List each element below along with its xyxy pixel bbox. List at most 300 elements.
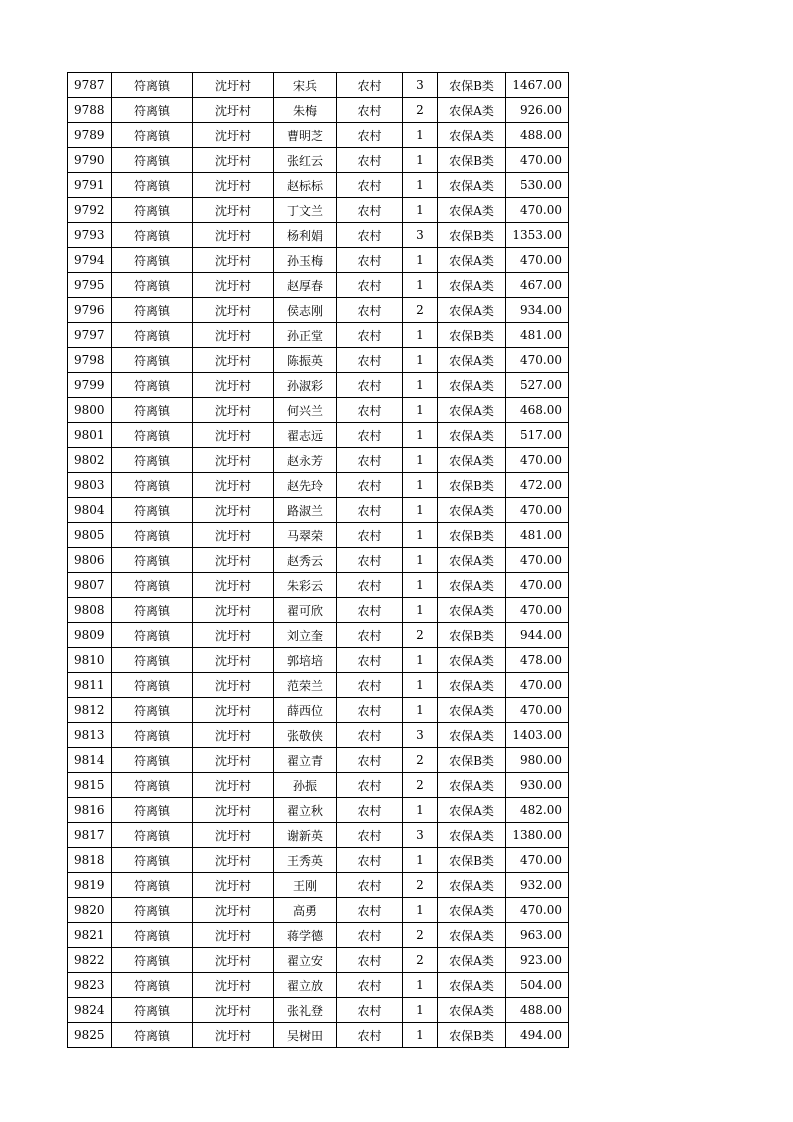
row-number-cell: 9819 — [68, 873, 112, 898]
village-cell: 沈圩村 — [193, 298, 274, 323]
name-cell: 翟立秋 — [274, 798, 337, 823]
category-cell: 农保A类 — [438, 548, 506, 573]
row-number-cell: 9790 — [68, 148, 112, 173]
name-cell: 赵秀云 — [274, 548, 337, 573]
town-cell: 符离镇 — [112, 473, 193, 498]
village-cell: 沈圩村 — [193, 373, 274, 398]
amount-cell: 481.00 — [506, 323, 569, 348]
table-row — [68, 473, 569, 498]
town-cell: 符离镇 — [112, 748, 193, 773]
town-cell: 符离镇 — [112, 248, 193, 273]
amount-cell: 470.00 — [506, 898, 569, 923]
village-cell: 沈圩村 — [193, 348, 274, 373]
row-number-cell: 9807 — [68, 573, 112, 598]
amount-cell: 494.00 — [506, 1023, 569, 1048]
town-cell: 符离镇 — [112, 698, 193, 723]
household-size-cell: 1 — [403, 598, 438, 623]
category-cell: 农保A类 — [438, 298, 506, 323]
area-type-cell: 农村 — [337, 473, 403, 498]
household-size-cell: 2 — [403, 923, 438, 948]
category-cell: 农保B类 — [438, 223, 506, 248]
village-cell: 沈圩村 — [193, 73, 274, 98]
town-cell: 符离镇 — [112, 98, 193, 123]
area-type-cell: 农村 — [337, 998, 403, 1023]
town-cell: 符离镇 — [112, 873, 193, 898]
category-cell: 农保B类 — [438, 748, 506, 773]
category-cell: 农保A类 — [438, 773, 506, 798]
village-cell: 沈圩村 — [193, 973, 274, 998]
table-row — [68, 423, 569, 448]
town-cell: 符离镇 — [112, 198, 193, 223]
row-number-cell: 9792 — [68, 198, 112, 223]
household-size-cell: 1 — [403, 898, 438, 923]
village-cell: 沈圩村 — [193, 898, 274, 923]
row-number-cell: 9810 — [68, 648, 112, 673]
amount-cell: 488.00 — [506, 123, 569, 148]
village-cell: 沈圩村 — [193, 573, 274, 598]
amount-cell: 517.00 — [506, 423, 569, 448]
amount-cell: 467.00 — [506, 273, 569, 298]
category-cell: 农保A类 — [438, 598, 506, 623]
table-row — [68, 448, 569, 473]
town-cell: 符离镇 — [112, 423, 193, 448]
row-number-cell: 9797 — [68, 323, 112, 348]
household-size-cell: 1 — [403, 998, 438, 1023]
name-cell: 翟立放 — [274, 973, 337, 998]
village-cell: 沈圩村 — [193, 398, 274, 423]
table-row — [68, 723, 569, 748]
household-size-cell: 2 — [403, 298, 438, 323]
name-cell: 孙玉梅 — [274, 248, 337, 273]
household-size-cell: 3 — [403, 723, 438, 748]
row-number-cell: 9806 — [68, 548, 112, 573]
table-row — [68, 223, 569, 248]
category-cell: 农保A类 — [438, 198, 506, 223]
household-size-cell: 1 — [403, 123, 438, 148]
area-type-cell: 农村 — [337, 723, 403, 748]
category-cell: 农保B类 — [438, 848, 506, 873]
household-size-cell: 2 — [403, 98, 438, 123]
category-cell: 农保A类 — [438, 448, 506, 473]
row-number-cell: 9816 — [68, 798, 112, 823]
name-cell: 刘立奎 — [274, 623, 337, 648]
row-number-cell: 9795 — [68, 273, 112, 298]
area-type-cell: 农村 — [337, 348, 403, 373]
name-cell: 吴树田 — [274, 1023, 337, 1048]
name-cell: 翟志远 — [274, 423, 337, 448]
village-cell: 沈圩村 — [193, 448, 274, 473]
area-type-cell: 农村 — [337, 798, 403, 823]
name-cell: 张红云 — [274, 148, 337, 173]
area-type-cell: 农村 — [337, 1023, 403, 1048]
amount-cell: 1380.00 — [506, 823, 569, 848]
table-row — [68, 973, 569, 998]
household-size-cell: 1 — [403, 273, 438, 298]
name-cell: 谢新英 — [274, 823, 337, 848]
amount-cell: 470.00 — [506, 673, 569, 698]
town-cell: 符离镇 — [112, 898, 193, 923]
area-type-cell: 农村 — [337, 98, 403, 123]
row-number-cell: 9798 — [68, 348, 112, 373]
category-cell: 农保A类 — [438, 723, 506, 748]
table-row — [68, 1023, 569, 1048]
village-cell: 沈圩村 — [193, 598, 274, 623]
village-cell: 沈圩村 — [193, 323, 274, 348]
household-size-cell: 1 — [403, 498, 438, 523]
category-cell: 农保B类 — [438, 148, 506, 173]
table-row — [68, 373, 569, 398]
town-cell: 符离镇 — [112, 448, 193, 473]
name-cell: 翟立安 — [274, 948, 337, 973]
table-row — [68, 548, 569, 573]
category-cell: 农保A类 — [438, 98, 506, 123]
household-size-cell: 1 — [403, 673, 438, 698]
area-type-cell: 农村 — [337, 923, 403, 948]
row-number-cell: 9811 — [68, 673, 112, 698]
area-type-cell: 农村 — [337, 598, 403, 623]
amount-cell: 930.00 — [506, 773, 569, 798]
village-cell: 沈圩村 — [193, 248, 274, 273]
household-size-cell: 1 — [403, 323, 438, 348]
row-number-cell: 9801 — [68, 423, 112, 448]
area-type-cell: 农村 — [337, 123, 403, 148]
category-cell: 农保A类 — [438, 948, 506, 973]
household-size-cell: 1 — [403, 348, 438, 373]
village-cell: 沈圩村 — [193, 623, 274, 648]
town-cell: 符离镇 — [112, 973, 193, 998]
name-cell: 赵厚春 — [274, 273, 337, 298]
row-number-cell: 9814 — [68, 748, 112, 773]
village-cell: 沈圩村 — [193, 748, 274, 773]
category-cell: 农保A类 — [438, 998, 506, 1023]
household-size-cell: 1 — [403, 798, 438, 823]
area-type-cell: 农村 — [337, 173, 403, 198]
table-row — [68, 623, 569, 648]
amount-cell: 1403.00 — [506, 723, 569, 748]
row-number-cell: 9805 — [68, 523, 112, 548]
amount-cell: 944.00 — [506, 623, 569, 648]
row-number-cell: 9791 — [68, 173, 112, 198]
table-row — [68, 673, 569, 698]
household-size-cell: 3 — [403, 73, 438, 98]
town-cell: 符离镇 — [112, 673, 193, 698]
town-cell: 符离镇 — [112, 548, 193, 573]
village-cell: 沈圩村 — [193, 873, 274, 898]
category-cell: 农保A类 — [438, 498, 506, 523]
name-cell: 路淑兰 — [274, 498, 337, 523]
row-number-cell: 9799 — [68, 373, 112, 398]
town-cell: 符离镇 — [112, 598, 193, 623]
town-cell: 符离镇 — [112, 498, 193, 523]
table-row — [68, 348, 569, 373]
area-type-cell: 农村 — [337, 948, 403, 973]
name-cell: 张礼登 — [274, 998, 337, 1023]
name-cell: 陈振英 — [274, 348, 337, 373]
village-cell: 沈圩村 — [193, 223, 274, 248]
village-cell: 沈圩村 — [193, 998, 274, 1023]
amount-cell: 470.00 — [506, 348, 569, 373]
area-type-cell: 农村 — [337, 548, 403, 573]
town-cell: 符离镇 — [112, 723, 193, 748]
household-size-cell: 2 — [403, 748, 438, 773]
category-cell: 农保A类 — [438, 248, 506, 273]
table-row — [68, 998, 569, 1023]
town-cell: 符离镇 — [112, 298, 193, 323]
name-cell: 丁文兰 — [274, 198, 337, 223]
row-number-cell: 9793 — [68, 223, 112, 248]
town-cell: 符离镇 — [112, 798, 193, 823]
row-number-cell: 9803 — [68, 473, 112, 498]
table-row — [68, 273, 569, 298]
amount-cell: 1353.00 — [506, 223, 569, 248]
village-cell: 沈圩村 — [193, 648, 274, 673]
table-row — [68, 498, 569, 523]
row-number-cell: 9813 — [68, 723, 112, 748]
amount-cell: 530.00 — [506, 173, 569, 198]
town-cell: 符离镇 — [112, 73, 193, 98]
village-cell: 沈圩村 — [193, 698, 274, 723]
amount-cell: 1467.00 — [506, 73, 569, 98]
table-row — [68, 648, 569, 673]
category-cell: 农保A类 — [438, 798, 506, 823]
household-size-cell: 1 — [403, 423, 438, 448]
table-row — [68, 698, 569, 723]
area-type-cell: 农村 — [337, 823, 403, 848]
table-row — [68, 573, 569, 598]
table-body — [68, 73, 569, 1048]
village-cell: 沈圩村 — [193, 98, 274, 123]
area-type-cell: 农村 — [337, 748, 403, 773]
area-type-cell: 农村 — [337, 223, 403, 248]
amount-cell: 527.00 — [506, 373, 569, 398]
amount-cell: 470.00 — [506, 698, 569, 723]
amount-cell: 934.00 — [506, 298, 569, 323]
area-type-cell: 农村 — [337, 198, 403, 223]
amount-cell: 926.00 — [506, 98, 569, 123]
town-cell: 符离镇 — [112, 823, 193, 848]
area-type-cell: 农村 — [337, 848, 403, 873]
amount-cell: 932.00 — [506, 873, 569, 898]
village-cell: 沈圩村 — [193, 123, 274, 148]
name-cell: 翟立青 — [274, 748, 337, 773]
row-number-cell: 9796 — [68, 298, 112, 323]
village-cell: 沈圩村 — [193, 1023, 274, 1048]
household-size-cell: 1 — [403, 148, 438, 173]
area-type-cell: 农村 — [337, 148, 403, 173]
village-cell: 沈圩村 — [193, 198, 274, 223]
area-type-cell: 农村 — [337, 398, 403, 423]
area-type-cell: 农村 — [337, 273, 403, 298]
table-row — [68, 923, 569, 948]
area-type-cell: 农村 — [337, 873, 403, 898]
category-cell: 农保B类 — [438, 73, 506, 98]
name-cell: 郭培培 — [274, 648, 337, 673]
row-number-cell: 9817 — [68, 823, 112, 848]
table-row — [68, 848, 569, 873]
household-size-cell: 1 — [403, 1023, 438, 1048]
amount-cell: 504.00 — [506, 973, 569, 998]
name-cell: 翟可欣 — [274, 598, 337, 623]
town-cell: 符离镇 — [112, 648, 193, 673]
area-type-cell: 农村 — [337, 648, 403, 673]
table-row — [68, 823, 569, 848]
village-cell: 沈圩村 — [193, 723, 274, 748]
amount-cell: 470.00 — [506, 548, 569, 573]
town-cell: 符离镇 — [112, 573, 193, 598]
name-cell: 宋兵 — [274, 73, 337, 98]
name-cell: 王秀英 — [274, 848, 337, 873]
amount-cell: 488.00 — [506, 998, 569, 1023]
row-number-cell: 9820 — [68, 898, 112, 923]
village-cell: 沈圩村 — [193, 548, 274, 573]
household-size-cell: 1 — [403, 198, 438, 223]
household-size-cell: 1 — [403, 398, 438, 423]
amount-cell: 963.00 — [506, 923, 569, 948]
household-size-cell: 1 — [403, 248, 438, 273]
amount-cell: 468.00 — [506, 398, 569, 423]
row-number-cell: 9821 — [68, 923, 112, 948]
village-cell: 沈圩村 — [193, 423, 274, 448]
table-row — [68, 323, 569, 348]
area-type-cell: 农村 — [337, 623, 403, 648]
name-cell: 蒋学德 — [274, 923, 337, 948]
row-number-cell: 9823 — [68, 973, 112, 998]
table-row — [68, 148, 569, 173]
household-size-cell: 1 — [403, 448, 438, 473]
amount-cell: 980.00 — [506, 748, 569, 773]
row-number-cell: 9789 — [68, 123, 112, 148]
category-cell: 农保A类 — [438, 698, 506, 723]
village-cell: 沈圩村 — [193, 823, 274, 848]
amount-cell: 478.00 — [506, 648, 569, 673]
name-cell: 朱梅 — [274, 98, 337, 123]
village-cell: 沈圩村 — [193, 848, 274, 873]
row-number-cell: 9815 — [68, 773, 112, 798]
name-cell: 侯志刚 — [274, 298, 337, 323]
name-cell: 薛西位 — [274, 698, 337, 723]
row-number-cell: 9818 — [68, 848, 112, 873]
data-table — [67, 72, 569, 1048]
area-type-cell: 农村 — [337, 573, 403, 598]
category-cell: 农保A类 — [438, 123, 506, 148]
row-number-cell: 9822 — [68, 948, 112, 973]
category-cell: 农保A类 — [438, 673, 506, 698]
village-cell: 沈圩村 — [193, 473, 274, 498]
row-number-cell: 9802 — [68, 448, 112, 473]
household-size-cell: 1 — [403, 698, 438, 723]
name-cell: 杨利娟 — [274, 223, 337, 248]
table-row — [68, 298, 569, 323]
category-cell: 农保A类 — [438, 973, 506, 998]
amount-cell: 470.00 — [506, 148, 569, 173]
row-number-cell: 9800 — [68, 398, 112, 423]
area-type-cell: 农村 — [337, 773, 403, 798]
area-type-cell: 农村 — [337, 423, 403, 448]
village-cell: 沈圩村 — [193, 798, 274, 823]
town-cell: 符离镇 — [112, 1023, 193, 1048]
area-type-cell: 农村 — [337, 73, 403, 98]
amount-cell: 923.00 — [506, 948, 569, 973]
category-cell: 农保A类 — [438, 398, 506, 423]
name-cell: 赵永芳 — [274, 448, 337, 473]
household-size-cell: 1 — [403, 973, 438, 998]
category-cell: 农保A类 — [438, 373, 506, 398]
category-cell: 农保A类 — [438, 923, 506, 948]
town-cell: 符离镇 — [112, 948, 193, 973]
household-size-cell: 2 — [403, 623, 438, 648]
area-type-cell: 农村 — [337, 298, 403, 323]
town-cell: 符离镇 — [112, 523, 193, 548]
table-row — [68, 898, 569, 923]
name-cell: 孙正堂 — [274, 323, 337, 348]
table-row — [68, 798, 569, 823]
town-cell: 符离镇 — [112, 623, 193, 648]
amount-cell: 470.00 — [506, 598, 569, 623]
amount-cell: 481.00 — [506, 523, 569, 548]
village-cell: 沈圩村 — [193, 148, 274, 173]
household-size-cell: 1 — [403, 473, 438, 498]
household-size-cell: 1 — [403, 373, 438, 398]
town-cell: 符离镇 — [112, 323, 193, 348]
category-cell: 农保B类 — [438, 323, 506, 348]
village-cell: 沈圩村 — [193, 498, 274, 523]
village-cell: 沈圩村 — [193, 273, 274, 298]
category-cell: 农保A类 — [438, 423, 506, 448]
name-cell: 曹明芝 — [274, 123, 337, 148]
area-type-cell: 农村 — [337, 673, 403, 698]
amount-cell: 470.00 — [506, 573, 569, 598]
area-type-cell: 农村 — [337, 898, 403, 923]
name-cell: 范荣兰 — [274, 673, 337, 698]
table-row — [68, 523, 569, 548]
category-cell: 农保B类 — [438, 1023, 506, 1048]
town-cell: 符离镇 — [112, 223, 193, 248]
area-type-cell: 农村 — [337, 323, 403, 348]
village-cell: 沈圩村 — [193, 173, 274, 198]
area-type-cell: 农村 — [337, 973, 403, 998]
name-cell: 赵先玲 — [274, 473, 337, 498]
area-type-cell: 农村 — [337, 698, 403, 723]
area-type-cell: 农村 — [337, 523, 403, 548]
category-cell: 农保A类 — [438, 873, 506, 898]
category-cell: 农保A类 — [438, 648, 506, 673]
village-cell: 沈圩村 — [193, 923, 274, 948]
table-row — [68, 873, 569, 898]
name-cell: 孙淑彩 — [274, 373, 337, 398]
amount-cell: 470.00 — [506, 498, 569, 523]
amount-cell: 470.00 — [506, 448, 569, 473]
category-cell: 农保B类 — [438, 623, 506, 648]
category-cell: 农保B类 — [438, 473, 506, 498]
town-cell: 符离镇 — [112, 773, 193, 798]
village-cell: 沈圩村 — [193, 673, 274, 698]
category-cell: 农保A类 — [438, 173, 506, 198]
village-cell: 沈圩村 — [193, 948, 274, 973]
category-cell: 农保B类 — [438, 523, 506, 548]
household-size-cell: 1 — [403, 173, 438, 198]
town-cell: 符离镇 — [112, 848, 193, 873]
name-cell: 张敬侠 — [274, 723, 337, 748]
town-cell: 符离镇 — [112, 348, 193, 373]
row-number-cell: 9812 — [68, 698, 112, 723]
table-row — [68, 173, 569, 198]
row-number-cell: 9787 — [68, 73, 112, 98]
household-size-cell: 2 — [403, 773, 438, 798]
table-row — [68, 398, 569, 423]
town-cell: 符离镇 — [112, 273, 193, 298]
village-cell: 沈圩村 — [193, 773, 274, 798]
town-cell: 符离镇 — [112, 173, 193, 198]
